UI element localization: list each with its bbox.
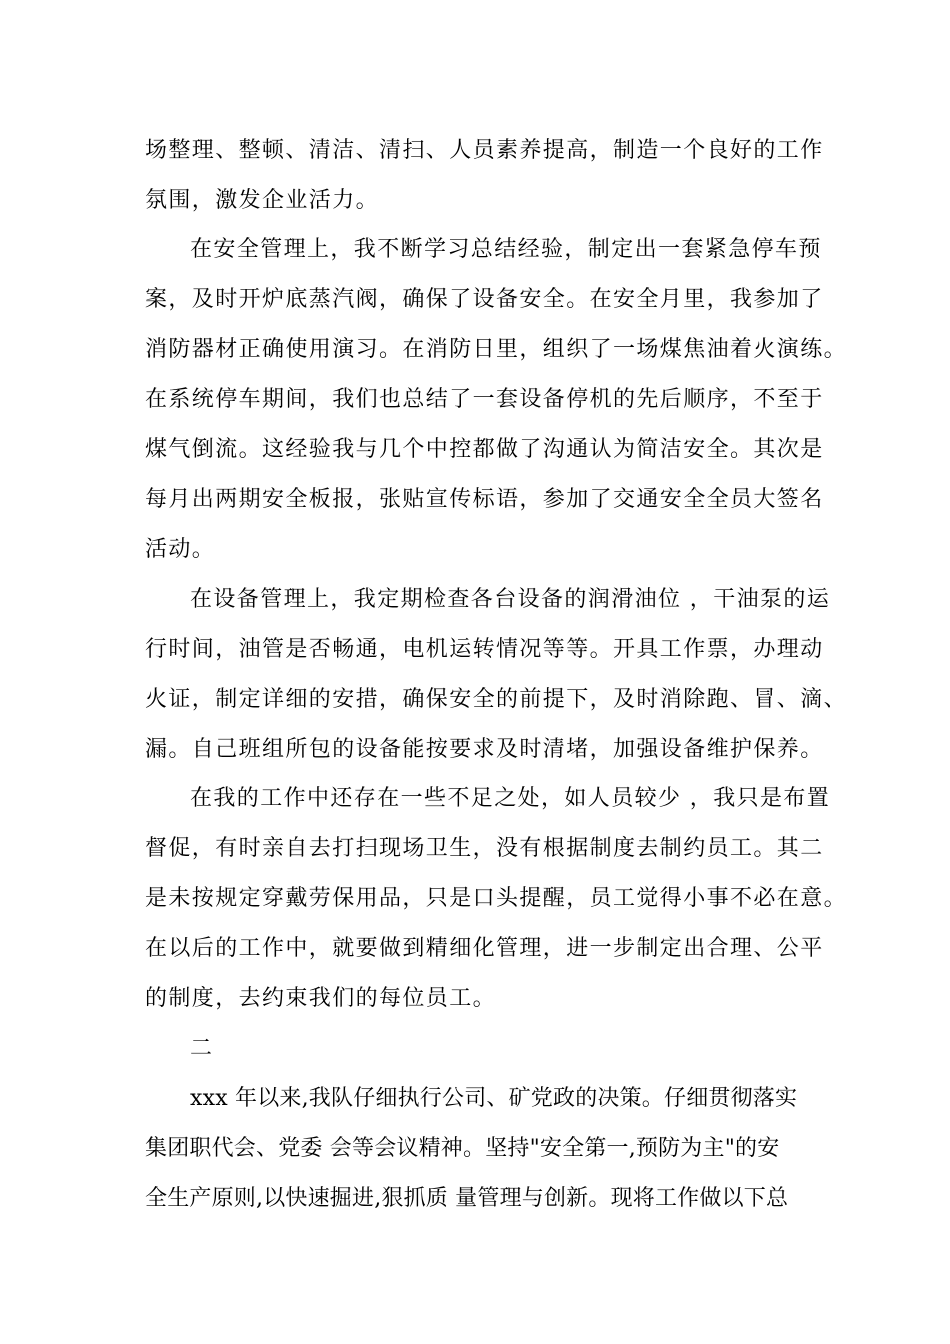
text-line: 在系统停车期间，我们也总结了一套设备停机的先后顺序，不至于 (145, 387, 824, 412)
text-line: 督促，有时亲自去打扫现场卫生，没有根据制度去制约员工。其二 (145, 836, 824, 861)
paragraph-start-line: 在安全管理上，我不断学习总结经验，制定出一套紧急停车预 (190, 237, 822, 262)
text-line: 集团职代会、党委 会等会议精神。坚持"安全第一,预防为主"的安 (145, 1136, 780, 1161)
section-number: 二 (190, 1036, 214, 1061)
paragraph-start-line: 在我的工作中还存在一些不足之处，如人员较少 ，我只是布置 (190, 786, 831, 811)
text-line: 煤气倒流。这经验我与几个中控都做了沟通认为简洁安全。其次是 (145, 437, 824, 462)
text-line: 漏。自己班组所包的设备能按要求及时清堵，加强设备维护保养。 (145, 737, 824, 762)
text-line: 氛围，激发企业活力。 (145, 188, 380, 213)
text-line: 火证，制定详细的安措，确保安全的前提下，及时消除跑、冒、滴、 (145, 687, 848, 712)
text-line: 场整理、整顿、清洁、清扫、人员素养提高，制造一个良好的工作 (145, 138, 824, 163)
paragraph-start-line: xxx 年以来,我队仔细执行公司、矿党政的决策。仔细贯彻落实 (190, 1086, 798, 1111)
paragraph-start-line: 在设备管理上，我定期检查各台设备的润滑油位 ，干油泵的运 (190, 587, 831, 612)
text-line: 是未按规定穿戴劳保用品，只是口头提醒，员工觉得小事不必在意。 (145, 886, 848, 911)
text-line: 每月出两期安全板报，张贴宣传标语，参加了交通安全全员大签名 (145, 487, 824, 512)
text-line: 活动。 (145, 537, 216, 562)
text-line: 的制度，去约束我们的每位员工。 (145, 986, 497, 1011)
text-line: 全生产原则,以快速掘进,狠抓质 量管理与创新。现将工作做以下总 (145, 1186, 789, 1211)
text-line: 案，及时开炉底蒸汽阀，确保了设备安全。在安全月里，我参加了 (145, 287, 824, 312)
text-line: 消防器材正确使用演习。在消防日里，组织了一场煤焦油着火演练。 (145, 337, 848, 362)
text-line: 在以后的工作中，就要做到精细化管理，进一步制定出合理、公平 (145, 936, 824, 961)
text-line: 行时间，油管是否畅通，电机运转情况等等。开具工作票，办理动 (145, 637, 824, 662)
